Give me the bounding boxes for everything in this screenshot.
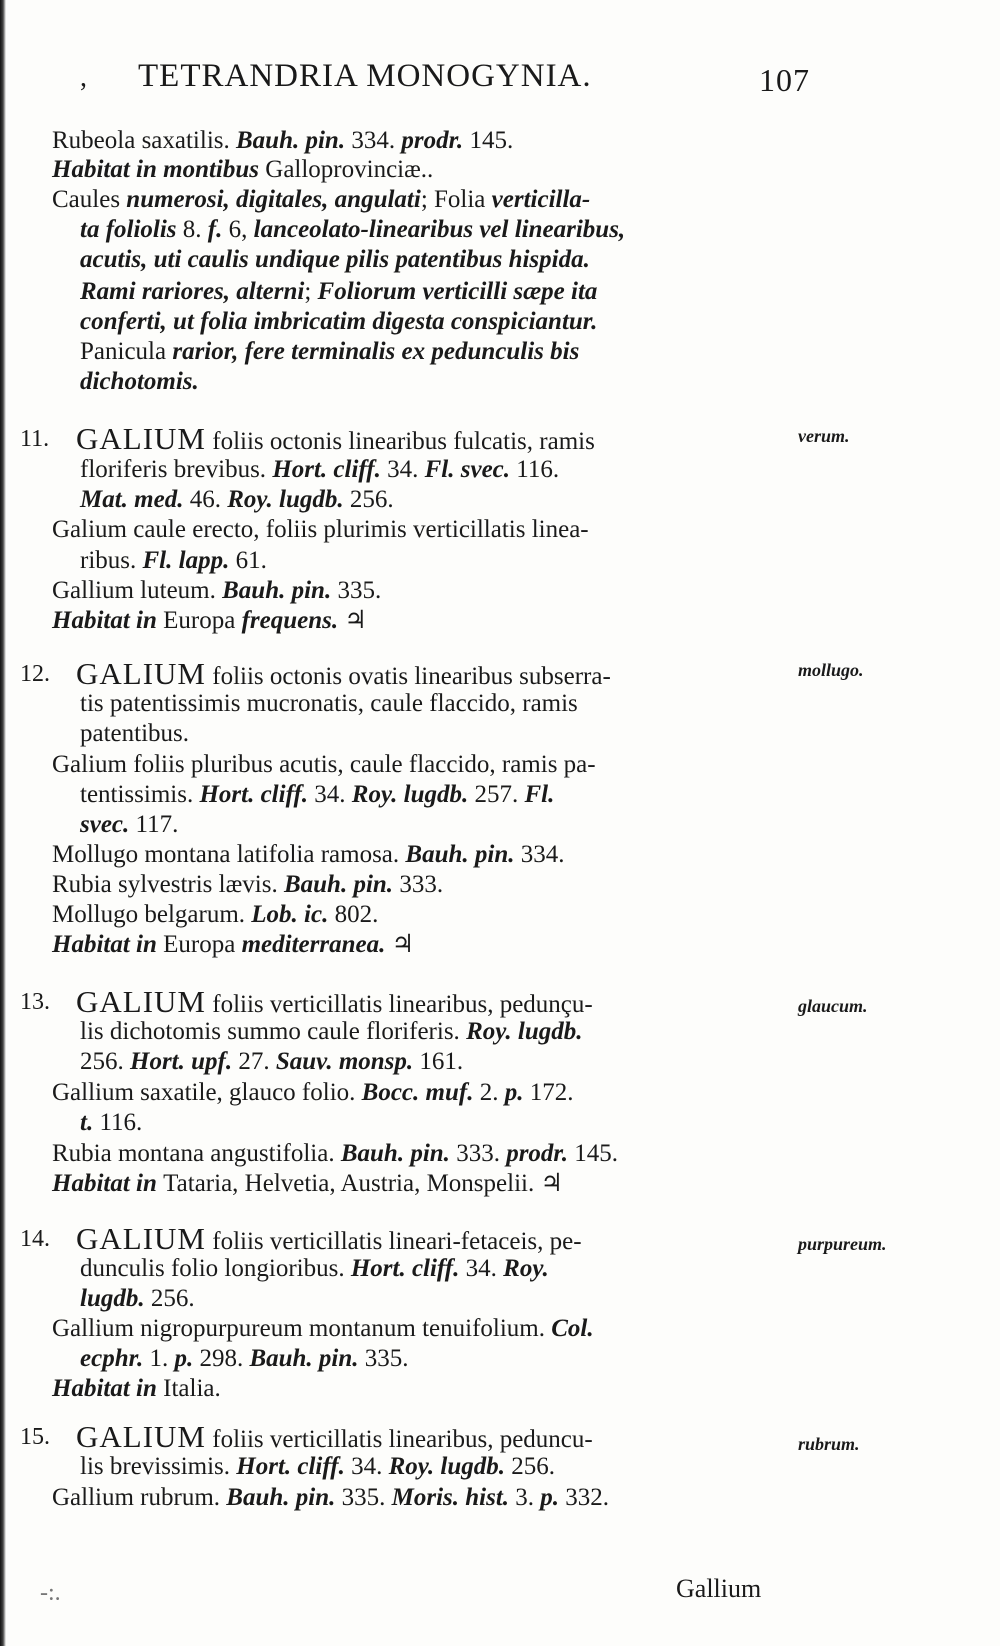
text-line bbox=[52, 513, 589, 547]
text-segment: 161. bbox=[413, 1048, 464, 1075]
trivial-name-rubrum: rubrum. bbox=[798, 1434, 860, 1454]
signature-mark: -:. bbox=[40, 1580, 61, 1606]
italic-segment: Habitat in bbox=[52, 1375, 164, 1402]
italic-segment: Habitat in montibus bbox=[52, 156, 266, 183]
text-line bbox=[52, 1137, 618, 1171]
catchword: Gallium bbox=[676, 1574, 762, 1603]
header-lead-mark: , bbox=[80, 62, 88, 93]
text-line bbox=[80, 1106, 142, 1140]
italic-segment: acutis, uti caulis undique pilis patentibus hispida. bbox=[80, 246, 590, 273]
italic-segment: Roy. bbox=[503, 1255, 549, 1282]
text-segment: foliis verticillatis lineari-fetaceis, pe- bbox=[206, 1228, 582, 1255]
text-segment: Tataria, Helvetia, Austria, Monspelii. ♃ bbox=[163, 1170, 563, 1197]
italic-segment: f. bbox=[207, 216, 223, 243]
italic-segment: numerosi, digitales, angulati bbox=[126, 186, 421, 213]
text-segment: tentissimis. bbox=[80, 781, 200, 808]
text-line bbox=[52, 928, 414, 962]
text-segment: 334. bbox=[514, 841, 565, 868]
italic-segment: ta foliolis bbox=[80, 216, 183, 243]
page-title: TETRANDRIA MONOGYNIA. bbox=[138, 58, 592, 94]
text-segment: 333. bbox=[449, 1140, 507, 1167]
italic-segment: Fl. lapp. bbox=[142, 547, 230, 574]
text-line bbox=[52, 1167, 563, 1201]
trivial-name-verum: verum. bbox=[798, 426, 850, 446]
text-segment: Mollugo montana latifolia ramosa. bbox=[52, 841, 406, 868]
italic-segment: Rami rariores, alterni bbox=[80, 278, 305, 305]
italic-segment: Mat. med. bbox=[80, 486, 184, 513]
italic-segment: verticilla- bbox=[491, 186, 591, 213]
italic-segment: Hort. cliff. bbox=[199, 781, 309, 808]
text-line bbox=[80, 687, 578, 721]
text-segment: Europa bbox=[163, 607, 242, 634]
text-line bbox=[52, 604, 367, 638]
genus-name: GALIUM bbox=[76, 656, 206, 691]
text-segment: 256. bbox=[343, 486, 394, 513]
text-line bbox=[52, 1312, 594, 1346]
text-line bbox=[80, 243, 590, 277]
text-line bbox=[80, 1282, 195, 1316]
italic-segment: p. bbox=[540, 1484, 560, 1511]
text-segment: foliis verticillatis linearibus, peduncu- bbox=[206, 1426, 593, 1453]
text-line bbox=[52, 153, 433, 187]
text-segment: 116. bbox=[93, 1109, 143, 1136]
text-line bbox=[80, 365, 199, 399]
italic-segment: Bauh. pin. bbox=[222, 577, 332, 604]
italic-segment: Roy. lugdb. bbox=[351, 781, 469, 808]
trivial-name-glaucum: glaucum. bbox=[798, 996, 868, 1016]
text-segment: Europa bbox=[163, 931, 242, 958]
entry-number: 15. bbox=[20, 1424, 50, 1450]
text-segment: 257. bbox=[468, 781, 525, 808]
text-line bbox=[52, 183, 590, 217]
text-segment: ribus. bbox=[80, 547, 143, 574]
italic-segment: ecphr. bbox=[80, 1345, 144, 1372]
text-line bbox=[76, 1420, 593, 1454]
text-segment: 117. bbox=[129, 811, 179, 838]
italic-segment: Fl. svec. bbox=[424, 456, 511, 483]
italic-segment: Roy. lugdb. bbox=[227, 486, 344, 513]
page-binding-edge bbox=[0, 0, 6, 1646]
entry-number: 11. bbox=[20, 426, 50, 452]
text-line bbox=[80, 483, 394, 517]
text-segment: 46. bbox=[183, 486, 228, 513]
text-line bbox=[52, 1481, 609, 1515]
italic-segment: Habitat in bbox=[52, 1170, 164, 1197]
text-segment: 335. bbox=[331, 577, 382, 604]
text-line bbox=[80, 1342, 409, 1376]
text-line bbox=[80, 453, 559, 487]
text-segment: lis brevissimis. bbox=[80, 1453, 237, 1480]
text-line bbox=[52, 1372, 221, 1406]
text-segment: 333. bbox=[393, 871, 444, 898]
text-segment: 34. bbox=[308, 781, 352, 808]
text-line bbox=[76, 657, 611, 691]
text-segment: 6, bbox=[222, 216, 254, 243]
text-segment: 27. bbox=[232, 1048, 276, 1075]
text-line bbox=[80, 1252, 549, 1286]
text-line bbox=[76, 985, 593, 1019]
text-segment: 2. bbox=[473, 1079, 505, 1106]
text-segment: 145. bbox=[463, 127, 514, 154]
italic-segment: Hort. cliff. bbox=[350, 1255, 460, 1282]
text-line bbox=[80, 305, 597, 339]
entry-number: 14. bbox=[20, 1226, 50, 1252]
text-segment: 256. bbox=[505, 1453, 556, 1480]
page-number: 107 bbox=[759, 62, 810, 98]
italic-segment: lanceolato-linearibus vel linearibus, bbox=[253, 216, 626, 243]
italic-segment: frequens. bbox=[241, 607, 339, 634]
text-segment: Gallium rubrum. bbox=[52, 1484, 227, 1511]
text-segment: lis dichotomis summo caule floriferis. bbox=[80, 1018, 467, 1045]
text-line bbox=[52, 868, 443, 902]
text-line bbox=[80, 1015, 583, 1049]
text-segment: Galium foliis pluribus acutis, caule flaccido, ramis pa- bbox=[52, 751, 596, 778]
text-segment: Caules bbox=[52, 186, 127, 213]
text-segment: dunculis folio longioribus. bbox=[80, 1255, 351, 1282]
entry-number: 12. bbox=[20, 661, 50, 687]
text-segment: Panicula bbox=[80, 338, 173, 365]
text-line bbox=[52, 574, 381, 608]
text-segment: Galium caule erecto, foliis plurimis verticillatis linea- bbox=[52, 516, 589, 543]
text-segment: 34. bbox=[380, 456, 425, 483]
text-segment: 802. bbox=[328, 901, 379, 928]
italic-segment: Fl. bbox=[524, 781, 555, 808]
text-line bbox=[80, 213, 625, 247]
text-segment: Galloprovinciæ.. bbox=[265, 156, 434, 183]
text-line bbox=[80, 275, 597, 309]
text-segment: Mollugo belgarum. bbox=[52, 901, 252, 928]
text-segment: 1. bbox=[143, 1345, 175, 1372]
italic-segment: Hort. cliff. bbox=[272, 456, 381, 483]
text-segment: foliis octonis linearibus fulcatis, ramis bbox=[206, 428, 595, 455]
text-segment: 3. bbox=[509, 1484, 541, 1511]
italic-segment: Habitat in bbox=[52, 607, 164, 634]
text-line bbox=[52, 898, 378, 932]
text-segment: 172. bbox=[523, 1079, 574, 1106]
text-line bbox=[80, 778, 554, 812]
genus-name: GALIUM bbox=[76, 1419, 206, 1454]
text-line bbox=[80, 1045, 463, 1079]
text-segment: Rubeola saxatilis. bbox=[52, 127, 236, 154]
text-segment: 34. bbox=[344, 1453, 389, 1480]
text-segment: 335. bbox=[335, 1484, 392, 1511]
italic-segment: Bocc. muf. bbox=[361, 1079, 474, 1106]
text-line bbox=[80, 717, 189, 751]
text-segment: patentibus. bbox=[80, 720, 190, 747]
text-segment: 335. bbox=[358, 1345, 409, 1372]
text-segment: ♃ bbox=[338, 607, 367, 634]
italic-segment: p. bbox=[504, 1079, 524, 1106]
italic-segment: Bauh. pin. bbox=[249, 1345, 359, 1372]
text-line bbox=[80, 544, 267, 578]
text-segment: tis patentissimis mucronatis, caule flaccido, ramis bbox=[80, 690, 578, 717]
text-segment: foliis verticillatis linearibus, pedunçu- bbox=[206, 991, 593, 1018]
text-segment: 256. bbox=[80, 1048, 130, 1075]
text-segment: ; bbox=[304, 278, 318, 305]
italic-segment: Sauv. monsp. bbox=[275, 1048, 414, 1075]
text-line bbox=[80, 808, 178, 842]
text-line bbox=[52, 1076, 573, 1110]
text-segment: ♃ bbox=[385, 931, 415, 958]
italic-segment: Col. bbox=[551, 1315, 594, 1342]
italic-segment: Bauh. pin. bbox=[340, 1140, 450, 1167]
text-segment: 34. bbox=[459, 1255, 504, 1282]
italic-segment: prodr. bbox=[401, 127, 464, 154]
text-line bbox=[52, 838, 565, 872]
running-header bbox=[80, 58, 810, 108]
text-segment: 298. bbox=[193, 1345, 250, 1372]
genus-name: GALIUM bbox=[76, 984, 206, 1019]
text-segment: Rubia montana angustifolia. bbox=[52, 1140, 341, 1167]
text-segment: Gallium nigropurpureum montanum tenuifolium. bbox=[52, 1315, 552, 1342]
italic-segment: Bauh. pin. bbox=[405, 841, 515, 868]
text-segment: 145. bbox=[568, 1140, 619, 1167]
italic-segment: Bauh. pin. bbox=[283, 871, 394, 898]
text-segment: Rubia sylvestris lævis. bbox=[52, 871, 284, 898]
text-line bbox=[76, 1222, 582, 1256]
text-line bbox=[80, 1450, 555, 1484]
text-segment: floriferis brevibus. bbox=[80, 456, 273, 483]
trivial-name-mollugo: mollugo. bbox=[798, 660, 864, 680]
italic-segment: Bauh. pin. bbox=[236, 127, 346, 154]
text-segment: Gallium saxatile, glauco folio. bbox=[52, 1079, 362, 1106]
text-segment: 116. bbox=[510, 456, 560, 483]
text-segment: foliis octonis ovatis linearibus subserra- bbox=[206, 663, 611, 690]
italic-segment: svec. bbox=[80, 811, 130, 838]
italic-segment: mediterranea. bbox=[241, 931, 386, 958]
text-line bbox=[80, 335, 579, 369]
text-segment: Italia. bbox=[163, 1375, 221, 1402]
italic-segment: dichotomis. bbox=[80, 368, 199, 395]
text-segment: 256. bbox=[144, 1285, 195, 1312]
text-segment: ; Folia bbox=[420, 186, 492, 213]
trivial-name-purpureum: purpureum. bbox=[798, 1234, 887, 1254]
italic-segment: Habitat in bbox=[52, 931, 164, 958]
italic-segment: Roy. lugdb. bbox=[388, 1453, 506, 1480]
italic-segment: Foliorum verticilli sæpe ita bbox=[317, 278, 598, 305]
italic-segment: conferti, ut folia imbricatim digesta conspiciantur. bbox=[80, 308, 598, 335]
italic-segment: t. bbox=[80, 1109, 94, 1136]
entry-number: 13. bbox=[20, 989, 50, 1015]
italic-segment: prodr. bbox=[506, 1140, 569, 1167]
italic-segment: Bauh. pin. bbox=[226, 1484, 336, 1511]
genus-name: GALIUM bbox=[76, 1221, 206, 1256]
italic-segment: p. bbox=[174, 1345, 194, 1372]
italic-segment: lugdb. bbox=[80, 1285, 145, 1312]
text-segment: Gallium luteum. bbox=[52, 577, 223, 604]
italic-segment: Hort. upf. bbox=[130, 1048, 233, 1075]
italic-segment: Roy. lugdb. bbox=[466, 1018, 583, 1045]
text-segment: 332. bbox=[559, 1484, 610, 1511]
italic-segment: Lob. ic. bbox=[251, 901, 329, 928]
text-line bbox=[52, 748, 596, 782]
italic-segment: Hort. cliff. bbox=[236, 1453, 345, 1480]
text-line bbox=[76, 422, 595, 456]
genus-name: GALIUM bbox=[76, 421, 206, 456]
text-segment: 61. bbox=[229, 547, 267, 574]
text-segment: 8. bbox=[182, 216, 208, 243]
italic-segment: rarior, fere terminalis ex pedunculis bis bbox=[172, 338, 580, 365]
text-segment: 334. bbox=[345, 127, 402, 154]
italic-segment: Moris. hist. bbox=[391, 1484, 510, 1511]
